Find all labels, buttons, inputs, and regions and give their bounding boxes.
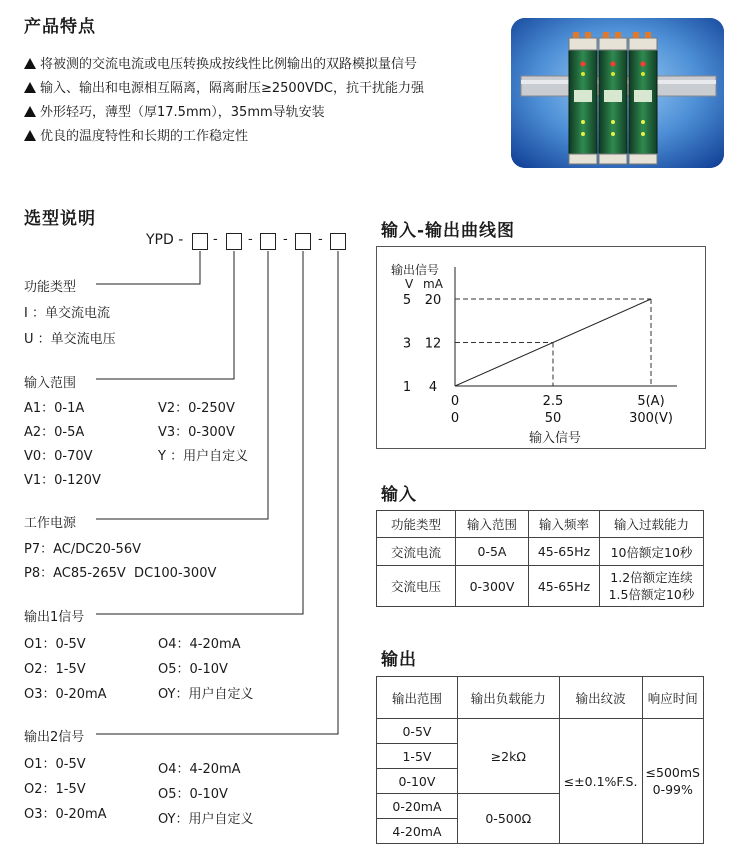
input-range-item: V2：0-250V [158, 401, 235, 416]
table-row [377, 719, 704, 744]
output2-item: O2：1-5V [24, 782, 86, 797]
power-label: 工作电源 [24, 516, 77, 531]
input-table-title: 输入 [381, 485, 417, 505]
table-row [377, 566, 704, 607]
output2-item: O4：4-20mA [158, 762, 241, 777]
curve-yunit-ma: mA [423, 277, 443, 291]
output-range-cell: 0-5V [377, 719, 458, 744]
output1-item: O2：1-5V [24, 662, 86, 677]
output1-item: O3：0-20mA [24, 687, 107, 702]
load-ma-cell: 0-500Ω [457, 794, 559, 844]
output1-label: 输出1信号 [24, 610, 85, 625]
response-line: ≤500mS [645, 765, 700, 780]
output-header: 输出纹波 [559, 677, 642, 719]
power-item: P8：AC85-265V DC100-300V [24, 566, 217, 581]
feature-item: 将被测的交流电流或电压转换成按线性比例输出的双路模拟量信号 [24, 53, 417, 72]
code-dash: - [248, 232, 253, 247]
curve-ytick-ma: 4 [428, 380, 438, 395]
curve-ylabel: 输出信号 [391, 263, 440, 277]
code-dash: - [213, 232, 218, 247]
function-item: I ：单交流电流 [24, 306, 110, 321]
overload-line: 1.2倍额定连续 [610, 570, 693, 585]
output2-label: 输出2信号 [24, 730, 85, 745]
feature-item: 优良的温度特性和长期的工作稳定性 [24, 125, 248, 144]
output2-item: O5：0-10V [158, 787, 228, 802]
output-table [376, 676, 704, 844]
overload-line: 1.5倍额定10秒 [608, 587, 695, 602]
input-header: 输入范围 [456, 511, 529, 538]
output2-item: O1：0-5V [24, 757, 86, 772]
output-range-cell: 0-10V [377, 769, 458, 794]
ripple-cell: ≤±0.1%F.S. [559, 719, 642, 844]
function-item: U ：单交流电压 [24, 332, 116, 347]
feature-item: 外形轻巧，薄型（厚17.5mm），35mm导轨安装 [24, 101, 325, 120]
input-cell: 0-300V [456, 566, 529, 607]
output-range-cell: 4-20mA [377, 819, 458, 844]
curve-yunit-v: V [405, 277, 414, 291]
output-range-cell: 0-20mA [377, 794, 458, 819]
curve-title: 输入-输出曲线图 [381, 221, 516, 241]
curve-xtick-v: 0 [450, 411, 460, 426]
curve-ytick-v: 3 [402, 336, 412, 352]
input-table [376, 510, 704, 607]
curve-xtick-a: 2.5 [542, 394, 564, 409]
selection-title: 选型说明 [24, 209, 96, 229]
output-range-cell: 1-5V [377, 744, 458, 769]
curve-xtick-v: 300(V) [629, 411, 673, 426]
table-row [377, 538, 704, 566]
input-range-item: V3：0-300V [158, 425, 235, 440]
input-header: 输入过载能力 [600, 511, 704, 538]
output1-item: O1：0-5V [24, 637, 86, 652]
load-v-cell: ≥2kΩ [457, 719, 559, 794]
curve-chart [376, 246, 706, 449]
function-label: 功能类型 [24, 280, 77, 295]
input-range-label: 输入范围 [24, 376, 77, 391]
curve-ytick-ma: 20 [424, 293, 442, 308]
output-table-title: 输出 [381, 650, 417, 670]
input-cell [600, 566, 704, 607]
features-title: 产品特点 [24, 17, 96, 37]
code-dash: - [318, 232, 323, 247]
output1-item: O4：4-20mA [158, 637, 241, 652]
curve-ytick-v: 1 [402, 380, 412, 395]
output1-item: O5：0-10V [158, 662, 228, 677]
output-header: 响应时间 [642, 677, 703, 719]
curve-xtick-a: 5(A) [637, 394, 665, 409]
response-line: 0-99% [652, 782, 693, 797]
output2-item: O3：0-20mA [24, 807, 107, 822]
input-range-item: V0：0-70V [24, 449, 93, 464]
input-range-item: V1：0-120V [24, 473, 101, 488]
response-cell [642, 719, 703, 844]
curve-xlabel: 输入信号 [529, 431, 582, 446]
curve-ytick-ma: 12 [424, 336, 442, 352]
input-cell: 45-65Hz [529, 566, 600, 607]
output2-item: OY：用户自定义 [158, 812, 254, 827]
input-range-item: Y ：用户自定义 [158, 449, 249, 464]
module-image-icon [511, 18, 724, 168]
code-dash: - [283, 232, 288, 247]
curve-xtick-v: 50 [544, 411, 562, 426]
input-cell: 0-5A [456, 538, 529, 566]
input-range-item: A1：0-1A [24, 401, 85, 416]
output1-item: OY：用户自定义 [158, 687, 254, 702]
curve-ytick-v: 5 [402, 293, 412, 308]
input-cell: 交流电压 [377, 566, 456, 607]
curve-xtick-a: 0 [450, 394, 460, 409]
model-prefix: YPD - [146, 232, 184, 248]
input-cell: 10倍额定10秒 [600, 538, 704, 566]
input-range-item: A2：0-5A [24, 425, 85, 440]
input-cell: 交流电流 [377, 538, 456, 566]
input-header: 功能类型 [377, 511, 456, 538]
input-cell: 45-65Hz [529, 538, 600, 566]
output-header: 输出负载能力 [457, 677, 559, 719]
power-item: P7：AC/DC20-56V [24, 542, 141, 557]
input-header: 输入频率 [529, 511, 600, 538]
feature-item: 输入、输出和电源相互隔离，隔离耐压≥2500VDC，抗干扰能力强 [24, 77, 424, 96]
output-header: 输出范围 [377, 677, 458, 719]
product-photo [511, 18, 724, 168]
